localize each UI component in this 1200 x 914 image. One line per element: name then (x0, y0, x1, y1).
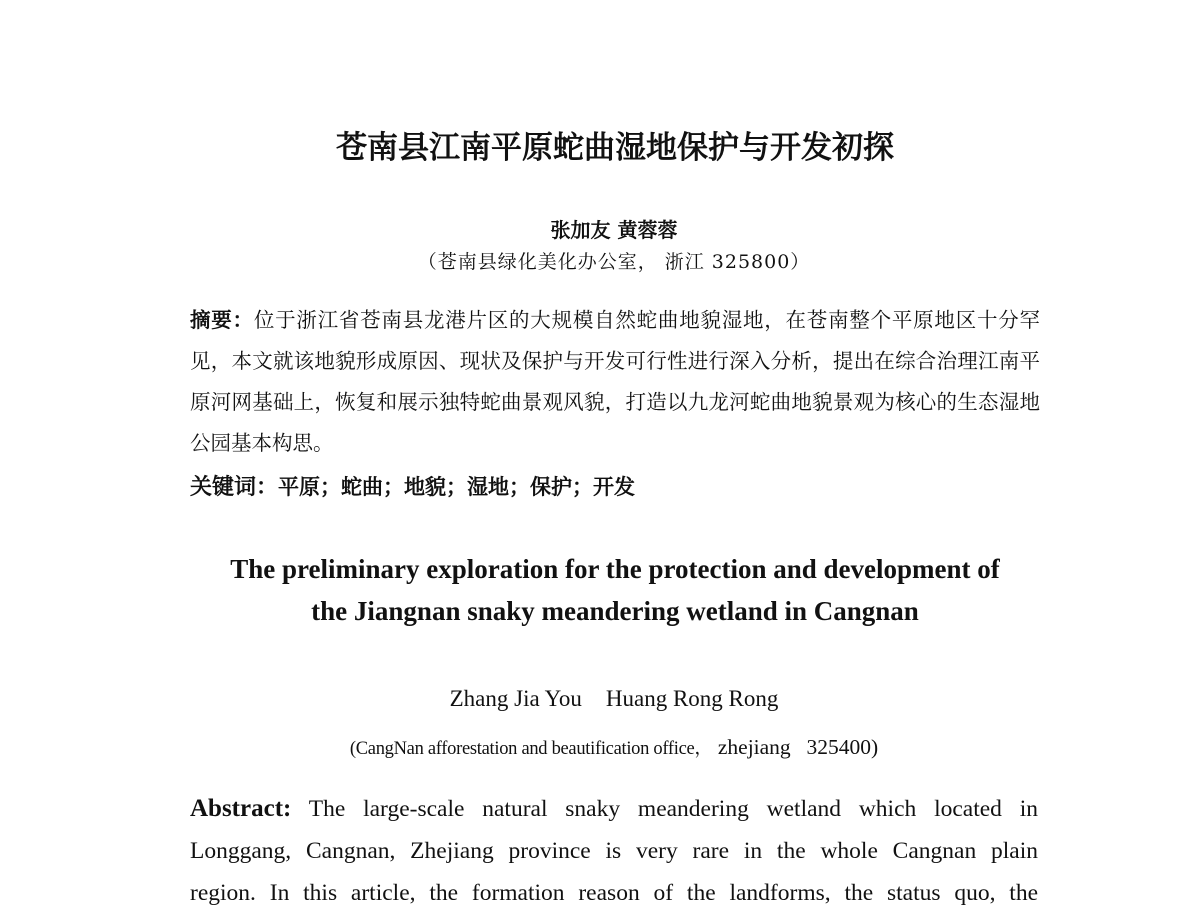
keyword: 开发 (593, 475, 636, 499)
english-abstract-line (190, 788, 1038, 830)
chinese-keywords-label: 关键词： (190, 475, 279, 500)
keyword: 蛇曲 (341, 475, 384, 499)
keyword: 保护 (530, 475, 573, 499)
affiliation-province: zhejiang (717, 735, 791, 759)
chinese-affiliation: （苍南县绿化美化办公室， 浙江 325800） (417, 251, 811, 273)
english-author: Huang Rong Rong (605, 686, 779, 711)
english-abstract-text: The large-scale natural snaky meandering wetland which located in (308, 796, 1039, 822)
affiliation-zip: 325400 (806, 735, 871, 759)
keyword: 地貌 (404, 475, 447, 499)
english-abstract-label: Abstract: (190, 795, 292, 822)
english-abstract-line: Longgang, Cangnan, Zhejiang province is very rare in the whole Cangnan plain (190, 838, 1038, 864)
affiliation-close-paren: ) (870, 735, 879, 759)
chinese-authors: 张加友 黄蓉蓉 (550, 218, 678, 242)
english-authors (0, 686, 1200, 712)
english-author: Zhang Jia You (449, 686, 582, 711)
keyword-separator: ； (320, 475, 342, 499)
chinese-keywords (190, 470, 1040, 501)
keyword-separator: ； (383, 475, 405, 499)
chinese-title: 苍南县江南平原蛇曲湿地保护与开发初探 (336, 130, 894, 166)
keyword-separator: ； (446, 475, 468, 499)
affiliation-office: CangNan afforestation and beautification office， (355, 739, 713, 759)
english-abstract (190, 788, 1038, 914)
keyword-separator: ； (509, 475, 531, 499)
chinese-abstract-label: 摘要： (190, 308, 254, 332)
keyword: 湿地 (467, 475, 510, 499)
chinese-abstract (190, 300, 1040, 464)
keyword-separator: ； (572, 475, 594, 499)
keyword: 平原 (278, 475, 321, 499)
english-title (0, 548, 1200, 632)
english-abstract-line: region. In this article, the formation reason of the landforms, the status quo, the (190, 880, 1038, 906)
affiliation-open-paren: ( (349, 739, 356, 759)
chinese-abstract-text: 位于浙江省苍南县龙港片区的大规模自然蛇曲地貌湿地，在苍南整个平原地区十分罕见，本文就该地貌形成原因、现状及保护与开发可行性进行深入分析，提出在综合治理江南平原河网基础上，恢复和展示独特蛇曲景观风貌，打造以九龙河蛇曲地貌景观为核心的生态湿地公园基本构思。 (190, 308, 1041, 455)
english-title-line: The preliminary exploration for the protection and development of (230, 554, 1000, 584)
english-affiliation (0, 734, 1200, 760)
english-title-line: the Jiangnan snaky meandering wetland in Cangnan (311, 596, 919, 626)
